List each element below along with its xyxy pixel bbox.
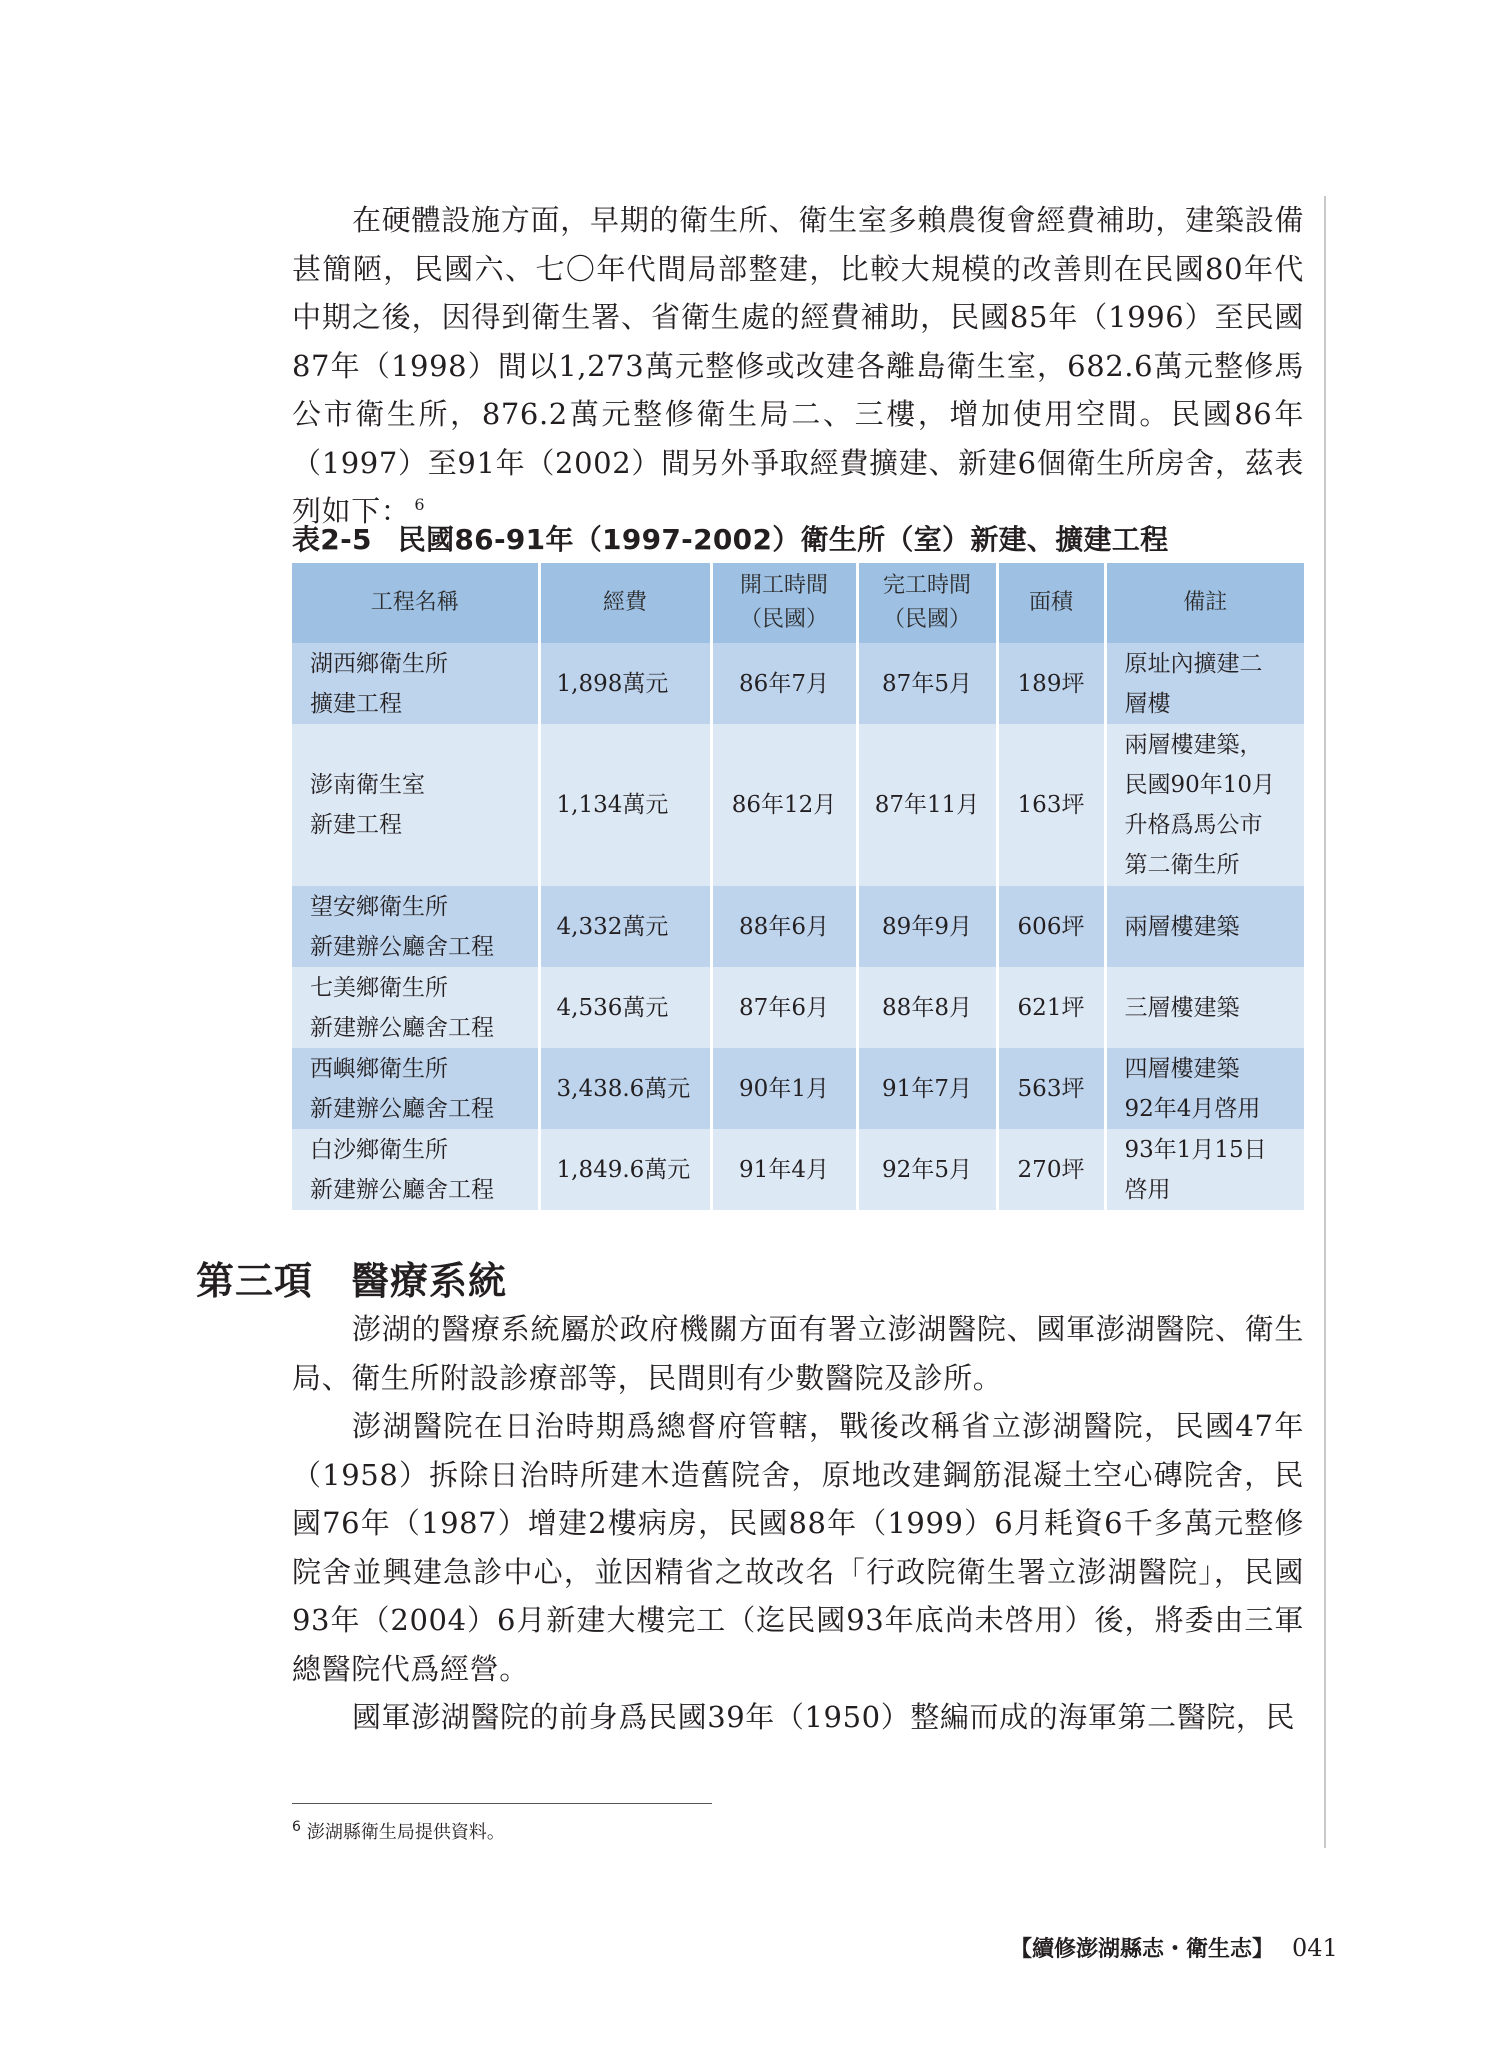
cell-area: 163坪 [997, 724, 1105, 886]
table-caption [292, 518, 1168, 558]
header-project-name: 工程名稱 [292, 563, 539, 643]
cell-end: 89年9月 [857, 886, 997, 967]
table-caption-title: 民國86-91年（1997-2002）衛生所（室）新建、擴建工程 [397, 523, 1169, 556]
cell-end: 92年5月 [857, 1129, 997, 1210]
cell-remarks: 兩層樓建築， 民國90年10月 升格爲馬公市 第二衛生所 [1105, 724, 1304, 886]
cell-cost: 3,438.6萬元 [539, 1048, 711, 1129]
page-margin-rule [1324, 196, 1326, 1848]
cell-cost: 1,849.6萬元 [539, 1129, 711, 1210]
cell-end: 91年7月 [857, 1048, 997, 1129]
cell-project-name: 白沙鄉衛生所 新建辦公廳舍工程 [292, 1129, 539, 1210]
cell-start: 88年6月 [711, 886, 857, 967]
footnote-reference[interactable]: 6 [414, 495, 426, 515]
section-number: 第三項 [196, 1259, 314, 1303]
body-text-block [292, 1305, 1304, 1742]
cell-project-name: 湖西鄉衛生所 擴建工程 [292, 643, 539, 724]
footnote-text: 澎湖縣衛生局提供資料。 [306, 1822, 505, 1843]
running-footer [1010, 1932, 1338, 1963]
cell-area: 189坪 [997, 643, 1105, 724]
cell-start: 86年12月 [711, 724, 857, 886]
construction-projects-table [292, 563, 1304, 1210]
table-header-row [292, 563, 1304, 643]
cell-end: 87年11月 [857, 724, 997, 886]
section-title: 醫療系統 [351, 1259, 508, 1303]
cell-remarks: 93年1月15日 啓用 [1105, 1129, 1304, 1210]
table-row [292, 643, 1304, 724]
cell-area: 621坪 [997, 967, 1105, 1048]
cell-start: 90年1月 [711, 1048, 857, 1129]
table-row [292, 1129, 1304, 1210]
cell-area: 563坪 [997, 1048, 1105, 1129]
cell-remarks: 原址內擴建二 層樓 [1105, 643, 1304, 724]
intro-text-block [292, 196, 1304, 536]
cell-project-name: 西嶼鄉衛生所 新建辦公廳舍工程 [292, 1048, 539, 1129]
header-end-time: 完工時間 （民國） [857, 563, 997, 643]
cell-area: 606坪 [997, 886, 1105, 967]
cell-end: 87年5月 [857, 643, 997, 724]
cell-project-name: 七美鄉衛生所 新建辦公廳舍工程 [292, 967, 539, 1048]
cell-remarks: 四層樓建築 92年4月啓用 [1105, 1048, 1304, 1129]
cell-start: 86年7月 [711, 643, 857, 724]
body-paragraph: 國軍澎湖醫院的前身爲民國39年（1950）整編而成的海軍第二醫院，民 [352, 1700, 1296, 1734]
cell-start: 87年6月 [711, 967, 857, 1048]
body-paragraph: 澎湖的醫療系統屬於政府機關方面有署立澎湖醫院、國軍澎湖醫院、衛生局、衛生所附設診療部等，民間則有少數醫院及診所。 [292, 1312, 1304, 1395]
cell-project-name: 望安鄉衛生所 新建辦公廳舍工程 [292, 886, 539, 967]
table-row [292, 724, 1304, 886]
cell-area: 270坪 [997, 1129, 1105, 1210]
page-number: 041 [1292, 1934, 1338, 1962]
table-row [292, 1048, 1304, 1129]
cell-project-name: 澎南衛生室 新建工程 [292, 724, 539, 886]
footnote-divider [292, 1803, 712, 1804]
header-cost: 經費 [539, 563, 711, 643]
cell-remarks: 兩層樓建築 [1105, 886, 1304, 967]
cell-end: 88年8月 [857, 967, 997, 1048]
body-paragraph: 澎湖醫院在日治時期爲總督府管轄，戰後改稱省立澎湖醫院，民國47年（1958）拆除日治時所建木造舊院舍，原地改建鋼筋混凝土空心磚院舍，民國76年（1987）增建2樓病房，民國88年（1999）6月耗資6千多萬元整修院舍並興建急診中心，並因精省之故改名「行政院衛生署立澎湖醫院」，民國93年（2004）6月新建大樓完工（迄民國93年底尚未啓用）後，將委由三軍總醫院代爲經營。 [292, 1409, 1304, 1686]
cell-cost: 4,536萬元 [539, 967, 711, 1048]
section-heading [196, 1250, 507, 1305]
header-start-time: 開工時間 （民國） [711, 563, 857, 643]
intro-paragraph: 在硬體設施方面，早期的衛生所、衛生室多賴農復會經費補助，建築設備甚簡陋，民國六、七〇年代間局部整建，比較大規模的改善則在民國80年代中期之後，因得到衛生署、省衛生處的經費補助，民國85年（1996）至民國87年（1998）間以1,273萬元整修或改建各離島衛生室，682.6萬元整修馬公市衛生所，876.2萬元整修衛生局二、三樓，增加使用空間。民國86年（1997）至91年（2002）間另外爭取經費擴建、新建6個衛生所房舍，茲表列如下： $^6$ [292, 203, 1304, 528]
cell-cost: 1,134萬元 [539, 724, 711, 886]
footnote [292, 1818, 505, 1844]
cell-cost: 4,332萬元 [539, 886, 711, 967]
table-caption-number: 表2-5 [292, 523, 372, 556]
header-remarks: 備註 [1105, 563, 1304, 643]
table-row [292, 886, 1304, 967]
cell-remarks: 三層樓建築 [1105, 967, 1304, 1048]
footnote-number: 6 [292, 1819, 301, 1835]
book-title: 【續修澎湖縣志・衛生志】 [1010, 1936, 1275, 1962]
header-area: 面積 [997, 563, 1105, 643]
cell-cost: 1,898萬元 [539, 643, 711, 724]
table-row [292, 967, 1304, 1048]
cell-start: 91年4月 [711, 1129, 857, 1210]
